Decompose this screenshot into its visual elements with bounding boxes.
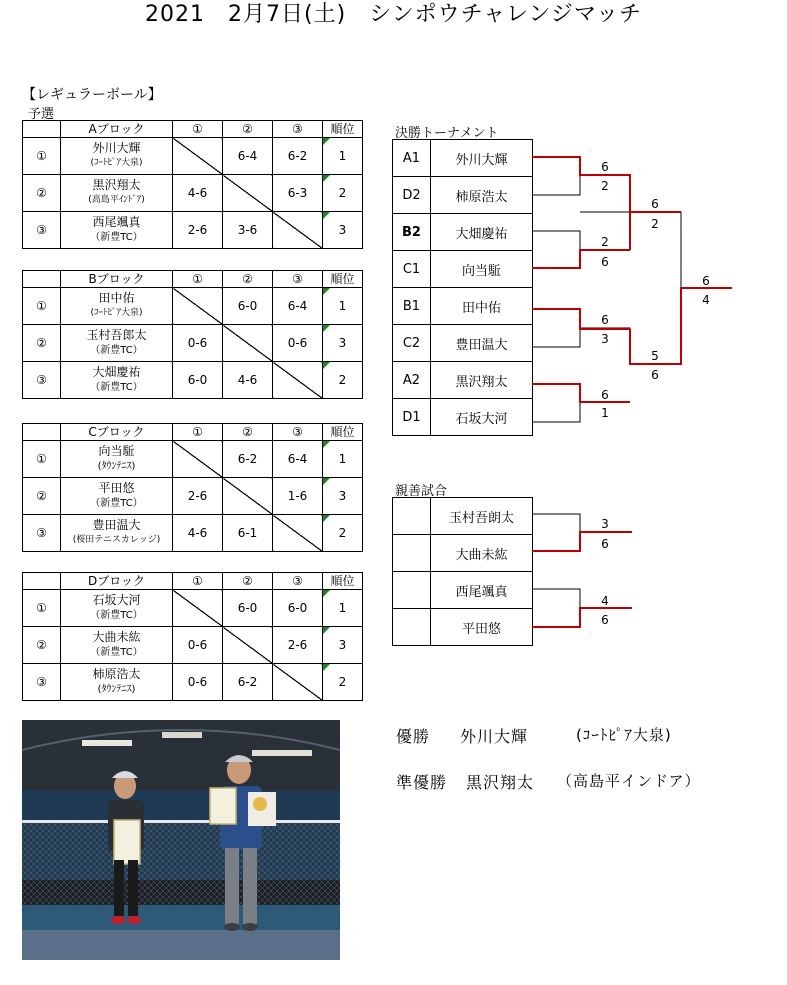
player-rank: 2 (323, 362, 363, 399)
player-name: 大曲未紘 (92, 630, 141, 644)
qf2-score-top: 2 (601, 235, 609, 249)
match-score: 2-6 (273, 627, 323, 664)
qf2-score-bottom: 6 (601, 255, 609, 269)
friendly1-score-bottom: 6 (601, 537, 609, 551)
qf3-score-bottom: 3 (601, 332, 609, 346)
player-number: ③ (23, 664, 61, 701)
match-score: 6-2 (273, 138, 323, 175)
player-name: 西尾颯真 (92, 215, 141, 229)
player-rank: 3 (323, 627, 363, 664)
player-club: （新豊TC） (90, 345, 143, 356)
match-score: 6-0 (273, 590, 323, 627)
group-header-opponent: ① (173, 271, 223, 288)
player-number: ② (23, 478, 61, 515)
friendly1-score-top: 3 (601, 517, 609, 531)
player-number: ③ (23, 362, 61, 399)
group-name: Dブロック (61, 573, 173, 590)
player-club: (ｺｰﾄﾋﾟｱ大泉) (90, 308, 143, 318)
player-number: ① (23, 288, 61, 325)
match-score: 4-6 (173, 175, 223, 212)
winners-photo-illustration (22, 720, 340, 960)
player-rank: 2 (323, 175, 363, 212)
bracket-seed: A2 (393, 362, 431, 399)
player-number: ③ (23, 515, 61, 552)
match-score: 0-6 (273, 325, 323, 362)
bracket-seed: B1 (393, 288, 431, 325)
match-score: 6-4 (273, 441, 323, 478)
sf2-score-top: 5 (651, 349, 659, 363)
player-name: 田中佑 (98, 291, 135, 305)
sf2-score-bottom: 6 (651, 368, 659, 382)
bracket-player-name: 大畑慶祐 (431, 214, 533, 251)
match-score: 6-2 (223, 664, 273, 701)
group-header-rank: 順位 (323, 271, 363, 288)
player-name: 玉村吾郎太 (86, 328, 147, 342)
friendly-label: 親善試合 (395, 484, 448, 499)
match-score: 6-0 (173, 362, 223, 399)
player-number: ① (23, 441, 61, 478)
player-number: ② (23, 175, 61, 212)
bracket-player-name: 柿原浩太 (431, 177, 533, 214)
qf1-score-bottom: 2 (601, 179, 609, 193)
match-score: 4-6 (223, 362, 273, 399)
player-number: ① (23, 590, 61, 627)
bracket-seed: B2 (393, 214, 431, 251)
winner-name: 外川大輝 (460, 727, 529, 746)
player-club: （新豊TC） (90, 610, 143, 621)
bracket-seed: D1 (393, 399, 431, 436)
sf1-score-bottom: 2 (651, 217, 659, 231)
match-score: 2-6 (173, 478, 223, 515)
bracket-player-name: 向当駈 (431, 251, 533, 288)
match-score: 0-6 (173, 664, 223, 701)
group-header-opponent: ③ (273, 271, 323, 288)
player-rank: 1 (323, 590, 363, 627)
group-header-opponent: ② (223, 573, 273, 590)
match-score: 3-6 (223, 212, 273, 249)
group-header-opponent: ② (223, 271, 273, 288)
tournament-label: 決勝トーナメント (395, 126, 499, 141)
match-score: 6-2 (223, 441, 273, 478)
player-rank: 1 (323, 441, 363, 478)
bracket-player-name: 黒沢翔太 (431, 362, 533, 399)
friendly2-score-bottom: 6 (601, 613, 609, 627)
qf1-score-top: 6 (601, 160, 609, 174)
group-name: Aブロック (61, 121, 173, 138)
player-name: 外川大輝 (92, 141, 141, 155)
match-score: 4-6 (173, 515, 223, 552)
bracket-red-lines (532, 157, 732, 627)
prelim-label: 予選 (28, 107, 55, 122)
group-header-opponent: ① (173, 573, 223, 590)
player-rank: 3 (323, 325, 363, 362)
match-score: 6-1 (223, 515, 273, 552)
match-score: 6-0 (223, 590, 273, 627)
qf3-score-top: 6 (601, 313, 609, 327)
match-score: 6-4 (273, 288, 323, 325)
winner-label: 優勝 (396, 727, 431, 746)
player-name: 黒沢翔太 (92, 178, 141, 192)
group-header-rank: 順位 (323, 121, 363, 138)
final-score-top: 6 (702, 274, 710, 288)
player-rank: 2 (323, 515, 363, 552)
player-number: ② (23, 325, 61, 362)
friendly-player-name: 玉村吾朗太 (431, 498, 533, 535)
bracket-seed: C1 (393, 251, 431, 288)
bracket-seed: D2 (393, 177, 431, 214)
page-title: 2021 2月7日(土) シンポウチャレンジマッチ (145, 2, 642, 27)
player-rank: 1 (323, 138, 363, 175)
bracket-player-name: 田中佑 (431, 288, 533, 325)
group-header-opponent: ① (173, 121, 223, 138)
player-club: （新豊TC） (90, 647, 143, 658)
player-name: 大畑慶祐 (92, 365, 141, 379)
bracket-player-name: 豊田温大 (431, 325, 533, 362)
player-rank: 2 (323, 664, 363, 701)
group-name: Bブロック (61, 271, 173, 288)
match-score: 6-0 (223, 288, 273, 325)
runner-up-label: 準優勝 (396, 773, 448, 792)
bracket-player-name: 石坂大河 (431, 399, 533, 436)
player-number: ① (23, 138, 61, 175)
match-score: 2-6 (173, 212, 223, 249)
winners-photo (22, 720, 340, 960)
group-header-opponent: ① (173, 424, 223, 441)
match-score: 0-6 (173, 325, 223, 362)
qf4-score-bottom: 1 (601, 406, 609, 420)
player-club: (高島平ｲﾝﾄﾞｱ) (88, 195, 145, 205)
group-header-rank: 順位 (323, 424, 363, 441)
player-number: ③ (23, 212, 61, 249)
group-header-opponent: ② (223, 121, 273, 138)
player-name: 石坂大河 (92, 593, 141, 607)
player-club: （新豊TC） (90, 382, 143, 393)
qf4-score-top: 6 (601, 388, 609, 402)
friendly-player-name: 大曲未紘 (431, 535, 533, 572)
player-name: 向当駈 (98, 444, 135, 458)
player-club: （新豊TC） (90, 498, 143, 509)
group-header-opponent: ② (223, 424, 273, 441)
bracket-player-name: 外川大輝 (431, 140, 533, 177)
group-name: Cブロック (61, 424, 173, 441)
group-header-rank: 順位 (323, 573, 363, 590)
player-club: (ｺｰﾄﾋﾟｱ大泉) (90, 158, 143, 168)
friendly2-score-top: 4 (601, 594, 609, 608)
player-name: 平田悠 (98, 481, 135, 495)
section-label: 【レギュラーボール】 (22, 87, 162, 103)
winner-club: (ｺｰﾄﾋﾟｱ大泉) (576, 726, 672, 744)
player-rank: 3 (323, 212, 363, 249)
runner-up-club: （高島平インドア） (557, 772, 701, 790)
match-score: 6-3 (273, 175, 323, 212)
player-club: (桜田テニスカレッジ) (72, 535, 161, 545)
group-header-opponent: ③ (273, 121, 323, 138)
bracket-seed: C2 (393, 325, 431, 362)
match-score: 1-6 (273, 478, 323, 515)
runner-up-name: 黒沢翔太 (466, 773, 535, 792)
friendly-player-name: 平田悠 (431, 609, 533, 646)
player-club: (ﾀｳﾝﾃﾆｽ) (97, 684, 136, 695)
player-number: ② (23, 627, 61, 664)
player-club: (ﾀｳﾝﾃﾆｽ) (97, 461, 136, 472)
player-name: 柿原浩太 (92, 667, 141, 681)
player-rank: 1 (323, 288, 363, 325)
match-score: 6-4 (223, 138, 273, 175)
player-club: （新豊TC） (90, 232, 143, 243)
player-rank: 3 (323, 478, 363, 515)
group-header-opponent: ③ (273, 424, 323, 441)
final-score-bottom: 4 (702, 293, 710, 307)
player-name: 豊田温大 (92, 518, 141, 532)
bracket-seed: A1 (393, 140, 431, 177)
sf1-score-top: 6 (651, 197, 659, 211)
match-score: 0-6 (173, 627, 223, 664)
group-header-opponent: ③ (273, 573, 323, 590)
friendly-player-name: 西尾颯真 (431, 572, 533, 609)
